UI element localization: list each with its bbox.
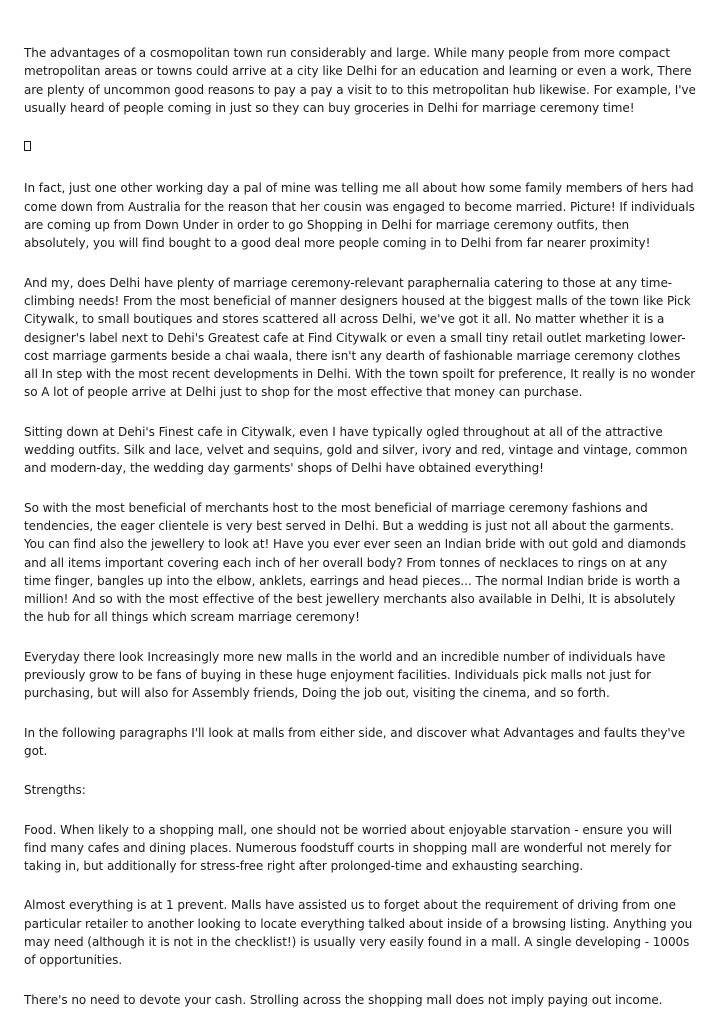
heading-strengths: Strengths: [24, 783, 86, 798]
paragraph-intro: The advantages of a cosmopolitan town run considerably and large. While many people from more compact metropolitan areas or towns could arrive at a city like Delhi for an education and learning or even a work, There are plenty of uncommon good reasons to pay a pay a visit to to this metropolitan hub likewise. For example, I've usually heard of people coming in just so they can buy groceries in Delhi for marriage ceremony time! [24, 46, 696, 115]
paragraph-jewellery: So with the most beneficial of merchants host to the most beneficial of marriage ceremony fashions and tendencies, the eager clientele is very best served in Delhi. But a wedding is just not all about the garments. You can find also the jewellery to look at! Have you ever ever seen an Indian bride with out gold and diamonds and all items important covering each inch of her overall body? From tonnes of necklaces to rings on at any time finger, bangles up into the elbow, anklets, earrings and head pieces... The normal Indian bride is worth a million! And so with the most effective of the best jewellery merchants also available in Delhi, It is absolutely the hub for all things which scream marriage ceremony! [24, 500, 686, 625]
missing-glyph-line [24, 138, 696, 156]
paragraph-food: Food. When likely to a shopping mall, one should not be worried about enjoyable starvation - ensure you will find many cafes and dining places. Numerous foodstuff courts in shopping mall are wonderful not merely for taking in, but additionally for stress-free right after prolonged-time and exhausting searching. [24, 822, 672, 874]
paragraph-no-spend: There's no need to devote your cash. Strolling across the shopping mall does not imply paying out income. [24, 992, 663, 1007]
paragraph-cafe: Sitting down at Dehi's Finest cafe in Citywalk, even I have typically ogled throughout at all of the attractive wedding outfits. Silk and lace, velvet and sequins, gold and silver, ivory and red, vintage and vintage, common and modern-day, the wedding day garments' shops of Delhi have obtained everything! [24, 424, 688, 476]
paragraph-one-stop: Almost everything is at 1 prevent. Malls have assisted us to forget about the requirement of driving from one particular retailer to another looking to locate everything talked about inside of a browsing listing. Anything you may need (although it is not in the checklist!) is usually very easily found in a mall. A single developing - 1000s of opportunities. [24, 898, 693, 968]
paragraph-following: In the following paragraphs I'll look at malls from either side, and discover what Advantages and faults they've got. [24, 725, 686, 758]
paragraph-australia: In fact, just one other working day a pal of mine was telling me all about how some family members of hers had come down from Australia for the reason that her cousin was engaged to become married. Picture! If individuals are coming up from Down Under in order to go Shopping in Delhi for marriage ceremony outfits, then absolutely, you will find bought to a good deal more people coming in to Delhi from far nearer proximity! [24, 181, 695, 251]
paragraph-malls: Everyday there look Increasingly more new malls in the world and an incredible number of individuals have previously grow to be fans of buying in these huge enjoyment facilities. Individuals pick malls not just for purchasing, but will also for Assembly friends, Doing the job out, visiting the cinema, and so forth. [24, 649, 666, 701]
missing-glyph-icon [24, 141, 31, 151]
paragraph-paraphernalia: And my, does Delhi have plenty of marriage ceremony-relevant paraphernalia catering to those at any time-climbing needs! From the most beneficial of manner designers housed at the biggest malls of the town like Pick Citywalk, to small boutiques and stores scattered all across Delhi, we've got it all. No matter whether it is a designer's label next to Dehi's Greatest cafe at Find Citywalk or even a small tiny retail outlet marketing lower-cost marriage garments beside a chai waala, there isn't any dearth of fashionable marriage ceremony clothes all In step with the most recent developments in Delhi. With the town spoilt for preference, It really is no wonder so A lot of people arrive at Delhi just to shop for the most effective that money can purchase. [24, 275, 696, 400]
